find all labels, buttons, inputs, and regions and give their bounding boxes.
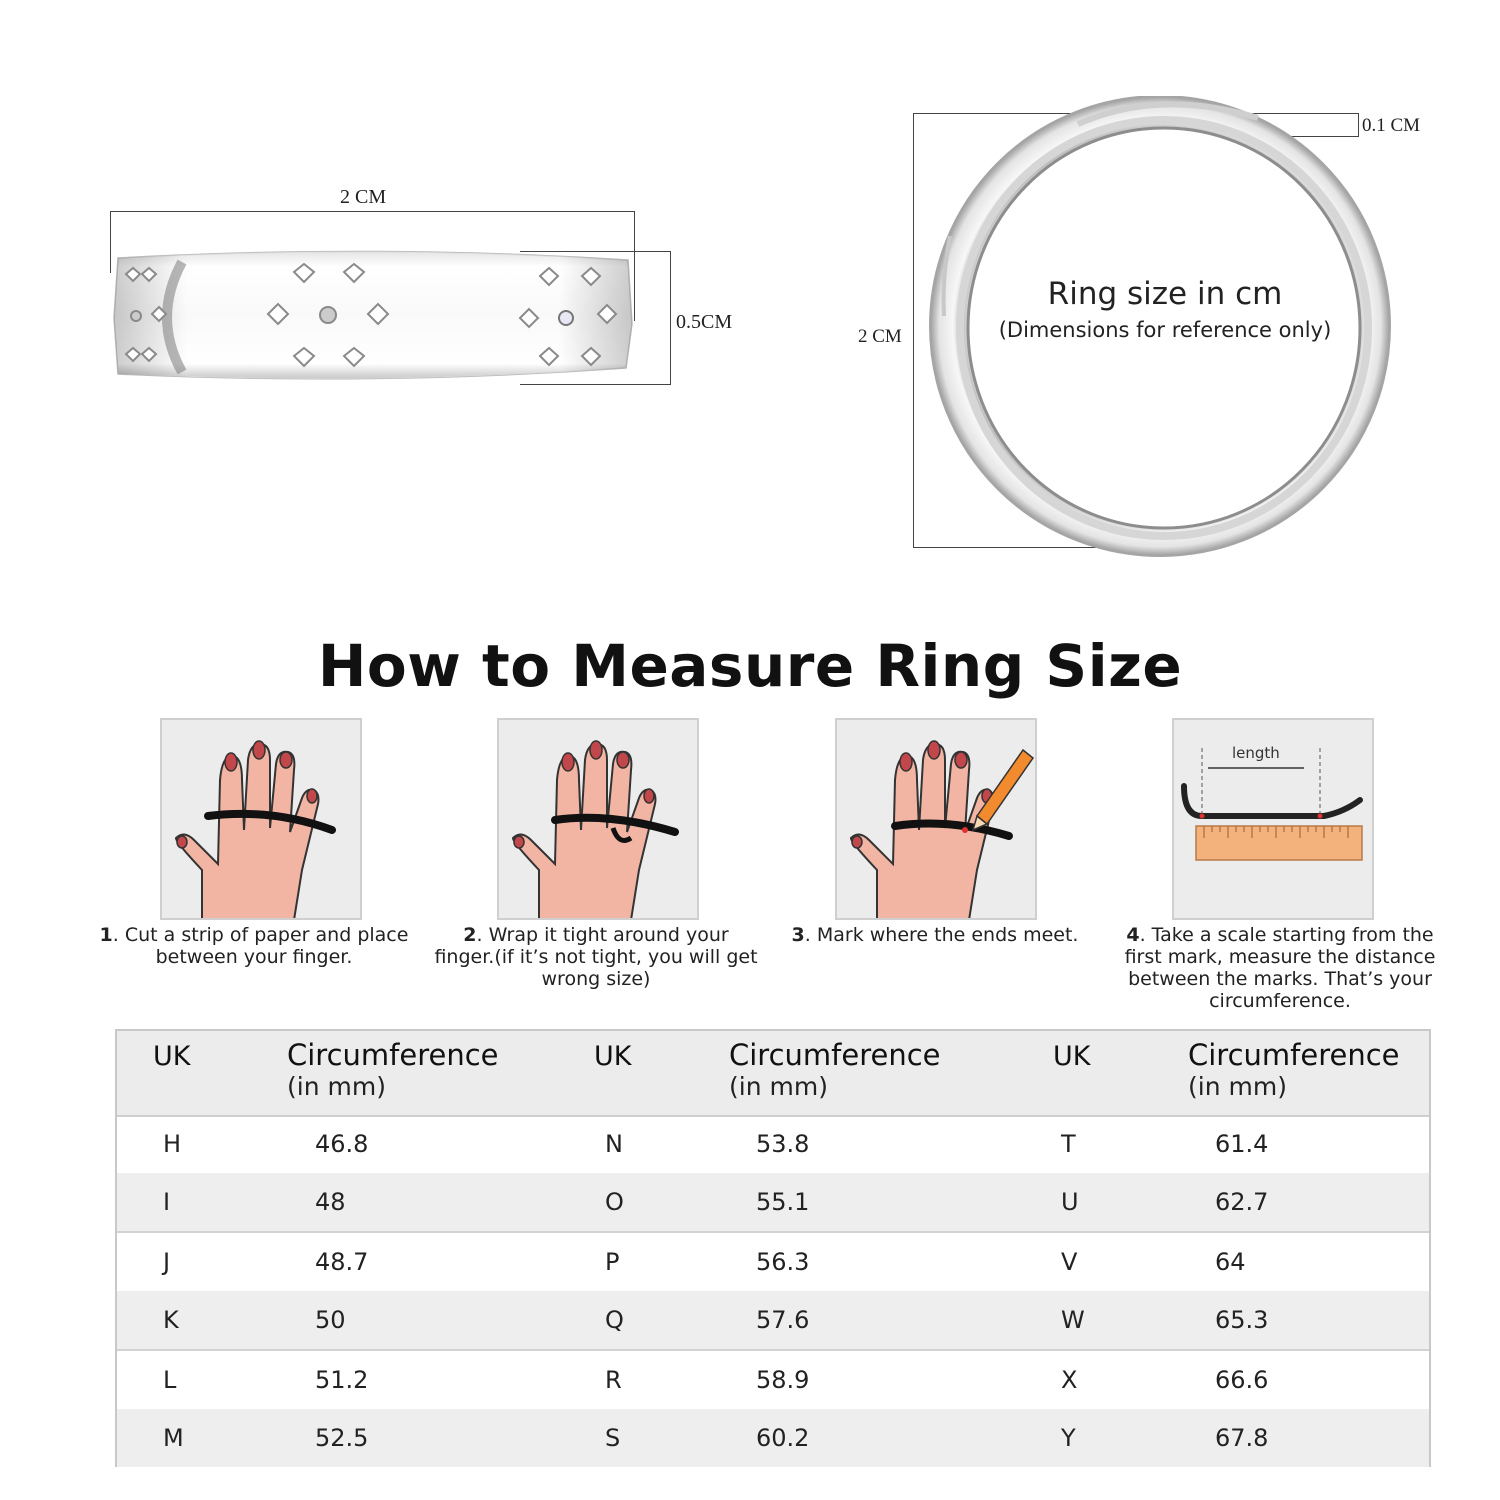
circumference-cell: 58.9 [756, 1366, 810, 1394]
circumference-cell: 48 [315, 1188, 346, 1216]
circumference-cell: 48.7 [315, 1248, 369, 1276]
uk-size-cell: M [163, 1424, 184, 1452]
uk-size-cell: T [1061, 1130, 1076, 1158]
ring-side-view [112, 248, 634, 384]
step-2-description: . Wrap it tight around your finger.(if it’s not tight, you will get wrong size) [434, 924, 758, 990]
step-3-illustration [835, 718, 1037, 920]
step-3-text [770, 924, 1100, 946]
page-title: How to Measure Ring Size [317, 632, 1183, 700]
uk-size-cell: N [605, 1130, 623, 1158]
side-width-line-top [110, 211, 635, 212]
hand-wrap-strip-icon [499, 720, 697, 918]
step-1-text [89, 924, 419, 968]
side-height-label: 0.5CM [676, 311, 733, 333]
circumference-cell: 56.3 [756, 1248, 810, 1276]
circumference-cell: 65.3 [1215, 1306, 1269, 1334]
uk-size-cell: W [1061, 1306, 1085, 1334]
col-uk-1-header: UK [153, 1041, 191, 1072]
col-circ-2-title: Circumference [729, 1038, 941, 1072]
circumference-cell: 61.4 [1215, 1130, 1269, 1158]
table-row [117, 1291, 1429, 1351]
step-2-text [431, 924, 761, 990]
step-4-description: . Take a scale starting from the first mark, measure the distance between the marks. That’s your circumference. [1124, 924, 1436, 1012]
circumference-cell: 55.1 [756, 1188, 810, 1216]
uk-size-cell: V [1061, 1248, 1078, 1276]
ring-caption-main: Ring size in cm [1047, 276, 1283, 312]
circumference-cell: 46.8 [315, 1130, 369, 1158]
col-circ-3-unit: (in mm) [1188, 1072, 1287, 1101]
ring-caption-sub: (Dimensions for reference only) [998, 318, 1332, 342]
uk-size-cell: O [605, 1188, 624, 1216]
ruler-length-label: length [1232, 744, 1280, 762]
table-row [117, 1351, 1429, 1411]
uk-size-cell: X [1061, 1366, 1078, 1394]
ruler-measure-icon [1174, 720, 1372, 918]
side-width-line-left [110, 211, 111, 273]
ring-size-table [115, 1029, 1431, 1467]
step-2-number: 2 [463, 924, 477, 946]
side-width-line-right [634, 211, 635, 321]
col-uk-3-header: UK [1053, 1041, 1091, 1072]
uk-size-cell: R [605, 1366, 622, 1394]
hand-paper-strip-icon [162, 720, 360, 918]
uk-size-cell: Q [605, 1306, 624, 1334]
table-row [117, 1409, 1429, 1467]
uk-size-cell: U [1061, 1188, 1079, 1216]
col-uk-2-header: UK [594, 1041, 632, 1072]
side-height-line-bottom [520, 384, 671, 385]
uk-size-cell: I [163, 1188, 171, 1216]
hand-mark-pencil-icon [837, 720, 1035, 918]
col-circ-3-header [1188, 1039, 1400, 1103]
uk-size-cell: H [163, 1130, 182, 1158]
table-row [117, 1233, 1429, 1293]
top-diameter-label: 2 CM [858, 326, 902, 347]
top-thickness-label: 0.1 CM [1362, 115, 1421, 136]
uk-size-cell: J [163, 1248, 171, 1276]
col-circ-1-title: Circumference [287, 1038, 499, 1072]
circumference-cell: 52.5 [315, 1424, 369, 1452]
circumference-cell: 53.8 [756, 1130, 810, 1158]
step-4-text [1115, 924, 1445, 1012]
table-row [117, 1115, 1429, 1175]
top-diameter-line-left [913, 113, 914, 548]
circumference-cell: 66.6 [1215, 1366, 1269, 1394]
circumference-cell: 67.8 [1215, 1424, 1269, 1452]
circumference-cell: 50 [315, 1306, 346, 1334]
step-2-illustration [497, 718, 699, 920]
uk-size-cell: L [163, 1366, 177, 1394]
col-circ-2-unit: (in mm) [729, 1072, 828, 1101]
step-3-number: 3 [791, 924, 805, 946]
col-circ-3-title: Circumference [1188, 1038, 1400, 1072]
table-row [117, 1173, 1429, 1233]
circumference-cell: 62.7 [1215, 1188, 1269, 1216]
uk-size-cell: Y [1061, 1424, 1076, 1452]
circumference-cell: 64 [1215, 1248, 1246, 1276]
uk-size-cell: K [163, 1306, 179, 1334]
step-1-description: . Cut a strip of paper and place between your finger. [112, 924, 409, 968]
side-width-label: 2 CM [340, 186, 387, 208]
step-4-number: 4 [1126, 924, 1140, 946]
step-1-number: 1 [99, 924, 113, 946]
circumference-cell: 60.2 [756, 1424, 810, 1452]
circumference-cell: 51.2 [315, 1366, 369, 1394]
step-4-illustration [1172, 718, 1374, 920]
step-3-description: . Mark where the ends meet. [804, 924, 1079, 946]
table-header [117, 1031, 1429, 1117]
step-1-illustration [160, 718, 362, 920]
circumference-cell: 57.6 [756, 1306, 810, 1334]
col-circ-2-header [729, 1039, 941, 1103]
uk-size-cell: P [605, 1248, 620, 1276]
uk-size-cell: S [605, 1424, 621, 1452]
side-height-line-right [670, 251, 671, 385]
col-circ-1-unit: (in mm) [287, 1072, 386, 1101]
col-circ-1-header [287, 1039, 499, 1103]
